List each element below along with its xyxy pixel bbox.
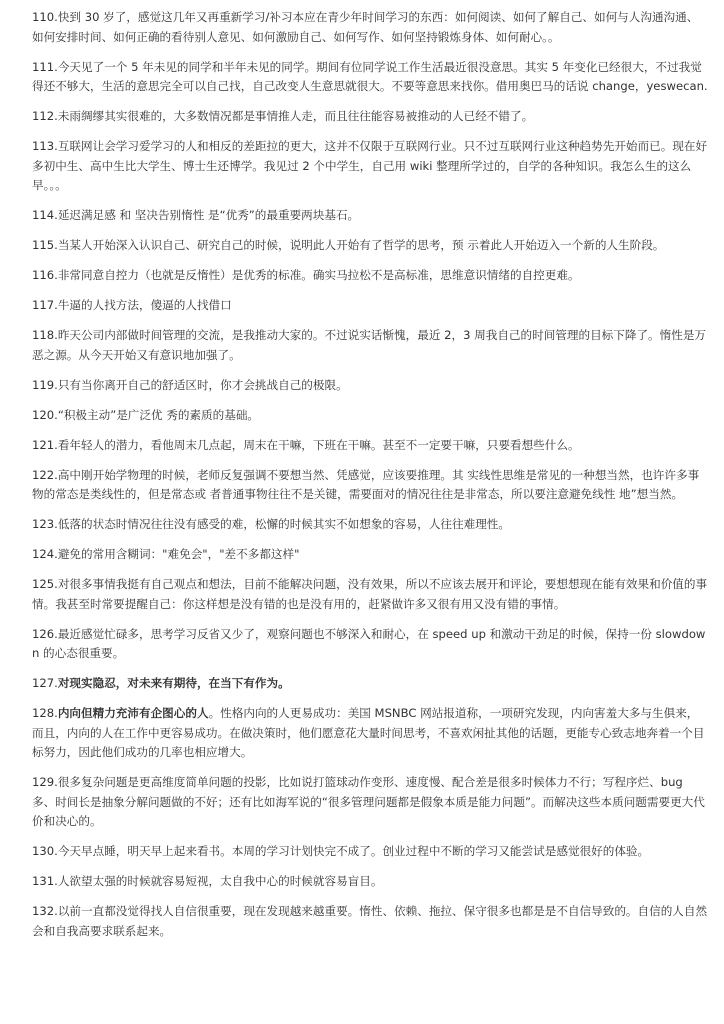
entry-text: 以前一直都没觉得找人自信很重要，现在发现越来越重要。惰性、依赖、拖拉、保守很多也都是是不自信导致的。自信的人自然会和自我高要求联系起来。: [32, 904, 708, 938]
entry-bold-text: 内向但精力充沛有企图心的人: [57, 706, 209, 720]
entry-number: 119.: [32, 377, 58, 392]
entry-130: [32, 842, 708, 862]
entry-text: 避免的常用含糊词："难免会"，"差不多都这样": [57, 547, 300, 561]
entry-number: 122.: [32, 467, 58, 482]
entry-number: 111.: [32, 59, 58, 74]
entry-number: 120.: [32, 407, 58, 422]
entry-number: 126.: [32, 626, 58, 641]
entry-116: [32, 266, 708, 286]
entry-text: 互联网让会学习爱学习的人和相反的差距拉的更大，这并不仅限于互联网行业。只不过互联网行业这种趋势先开始而已。现在好多初中生、高中生比大学生、博士生还博学。我见过 2 个中学生，自己用 wiki 整理所学过的，自学的各种知识。我怎么生的这么早。。。: [32, 139, 708, 192]
entry-number: 115.: [32, 238, 58, 252]
entry-110: [32, 8, 708, 47]
entry-text: 低落的状态时情况往往没有感受的难，松懈的时候其实不如想象的容易，人往往难理性。: [57, 517, 510, 531]
entry-number: 110.: [32, 10, 58, 24]
entry-text: 看年轻人的潜力，看他周末几点起，周末在干嘛，下班在干嘛。甚至不一定要干嘛，只要看想些什么。: [57, 437, 580, 452]
entry-number: 127.: [32, 676, 58, 690]
entry-text: 今天见了一个 5 年未见的同学和半年未见的同学。期间有位同学说工作生活最近很没意思。其实 5 年变化已经很大，不过我觉得还不够大，生活的意思完全可以自己找，自己改变人生意思就很大。不要等意思来找你。借用奥巴马的话说 change，yeswecan.: [32, 59, 708, 93]
entry-number: 117.: [32, 298, 58, 312]
entry-number: 118.: [32, 328, 58, 342]
entry-117: [32, 296, 708, 316]
entry-131: [32, 872, 708, 892]
entry-text: 最近感觉忙碌多，思考学习反省又少了，观察问题也不够深入和耐心，在 speed up 和激动干劲足的时候，保持一份 slowdown 的心态很重要。: [32, 626, 706, 660]
entry-text: 只有当你离开自己的舒适区时，你才会挑战自己的极限。: [57, 377, 348, 392]
entry-number: 129.: [32, 775, 58, 789]
entry-127: [32, 674, 708, 694]
entry-text: 对很多事情我挺有自己观点和想法，目前不能解决问题，没有效果，所以不应该去展开和评论，要想想现在能有效果和价值的事情。我甚至时常要提醒自己：你这样想是没有错的也是没有用的，赶紧做许多又很有用又没有错的事情。: [32, 577, 708, 611]
entry-114: [32, 206, 708, 226]
entry-bold-text: 对现实隐忍，对未来有期待，在当下有作为。: [57, 676, 290, 690]
entry-number: 116.: [32, 268, 58, 282]
entry-text: 今天早点睡，明天早上起来看书。本周的学习计划快完不成了。创业过程中不断的学习又能尝试是感觉很好的体验。: [57, 844, 650, 858]
entry-number: 128.: [32, 706, 58, 720]
entry-text: 昨天公司内部做时间管理的交流，是我推动大家的。不过说实话惭愧，最近 2，3 周我自己的时间管理的目标下降了。惰性是万恶之源。从今天开始又有意识地加强了。: [32, 328, 707, 362]
entry-129: [32, 773, 708, 832]
entry-number: 123.: [32, 517, 58, 531]
entry-113: [32, 137, 708, 196]
entry-120: [32, 406, 708, 426]
entry-number: 130.: [32, 844, 58, 858]
entry-text: 人欲望太强的时候就容易短视，太自我中心的时候就容易盲目。: [57, 874, 383, 888]
entry-text: 高中刚开始学物理的时候，老师反复强调不要想当然、凭感觉，应该要推理。其 实线性思维是常见的一种想当然，也许许多事物的常态是类线性的，但是常态或 者普通事物往往不是关键，需要面对的情况往往是非常态，所以要注意避免线性 地”想当然。: [32, 467, 700, 501]
entry-number: 132.: [32, 904, 58, 918]
entry-number: 114.: [32, 208, 58, 222]
entry-119: [32, 376, 708, 396]
entry-text: 牛逼的人找方法，傻逼的人找借口: [57, 298, 232, 312]
entry-121: [32, 436, 708, 456]
entry-text: 快到 30 岁了，感觉这几年又再重新学习/补习本应在青少年时间学习的东西：如何阅读、如何了解自己、如何与人沟通沟通、如何安排时间、如何正确的看待别人意见、如何激励自己、如何写作、如何坚持锻炼身体、如何耐心。。: [32, 10, 699, 44]
entry-132: [32, 902, 708, 941]
entry-text: 很多复杂问题是更高维度简单问题的投影，比如说打篮球动作变形、速度慢、配合差是很多时候体力不行；写程序烂、bug 多、时间长是抽象分解问题做的不好；还有比如海军说的“很多管理问题都是假象本质是能力问题”。而解决这些本质问题需要更大代价和决心的。: [32, 775, 705, 828]
entry-118: [32, 326, 708, 365]
entry-125: [32, 575, 708, 614]
entry-128: [32, 704, 708, 763]
entry-122: [32, 466, 708, 505]
entry-text: 。性格内向的人更易成功：美国 MSNBC 网站报道称，一项研究发现，内向害羞大多与生俱来，而且，内向的人在工作中更容易成功。在做决策时，他们愿意花大量时间思考，不喜欢闲扯其他的话题，更能专心致志地奔着一个目标努力，因此他们成功的几率也相应增大。: [32, 706, 705, 759]
entry-text: 非常同意自控力（也就是反惰性）是优秀的标准。确实马拉松不是高标准，思维意识情绪的自控更难。: [57, 268, 580, 282]
entry-number: 112.: [32, 109, 58, 123]
entry-124: [32, 545, 708, 565]
entry-number: 125.: [32, 577, 58, 591]
entry-115: [32, 236, 708, 256]
entry-111: [32, 58, 708, 97]
entry-112: [32, 107, 708, 127]
entry-number: 124.: [32, 547, 58, 561]
entry-number: 131.: [32, 874, 58, 888]
entry-text: 未雨绸缪其实很难的，大多数情况都是事情推人走，而且往往能容易被推动的人已经不错了。: [57, 109, 534, 123]
entry-text: 延迟满足感 和 坚决告别惰性 是“优秀”的最重要两块基石。: [57, 208, 360, 222]
entry-126: [32, 625, 708, 664]
entry-number: 121.: [32, 437, 58, 452]
entry-123: [32, 515, 708, 535]
entry-text: 当某人开始深入认识自己、研究自己的时候，说明此人开始有了哲学的思考，预 示着此人开始迈入一个新的人生阶段。: [57, 238, 665, 252]
entry-number: 113.: [32, 139, 58, 153]
entry-text: “积极主动”是广泛优 秀的素质的基础。: [57, 407, 260, 422]
